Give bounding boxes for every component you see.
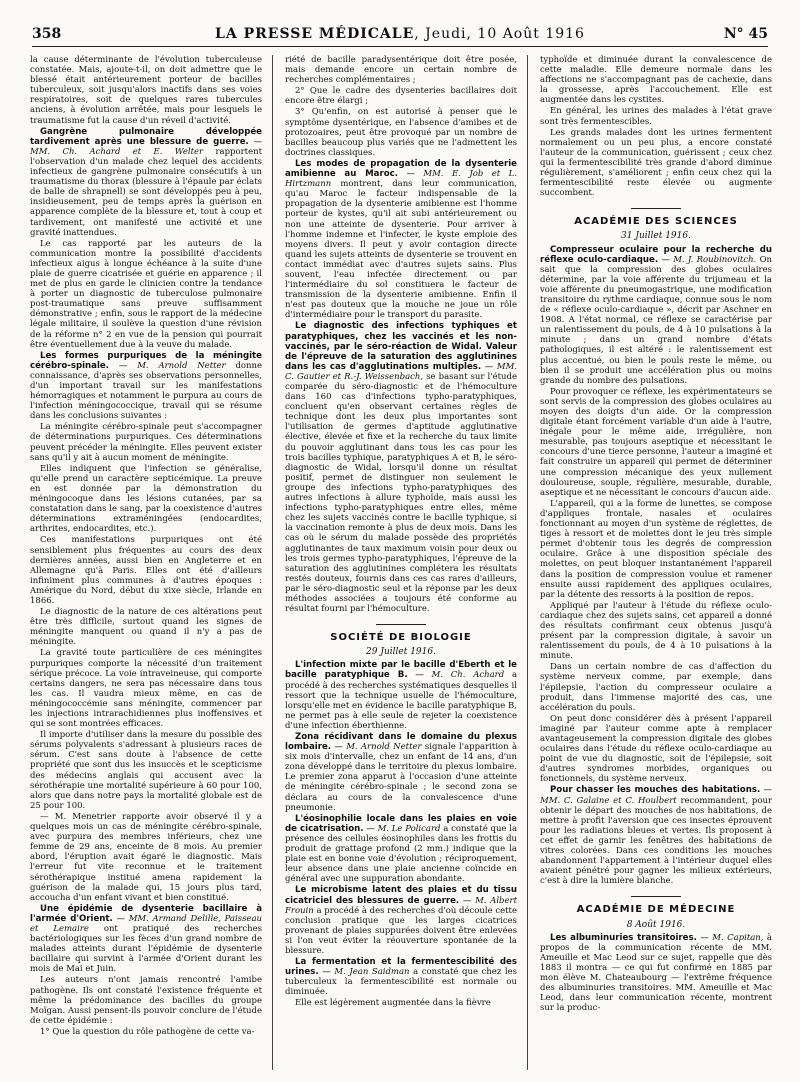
article-text: signale l'apparition à six mois d'intervalle, chez un enfant de 14 ans, d'un zona développé dans le territoire du plexus lombaire. Le premier zona apparut à l'occasion d'une atteinte de méningite cérébro-spinale ; le second zona se déclara au cours de la convalescence d'une pneumonie. <box>285 742 517 813</box>
journal-name: LA PRESSE MÉDICALE <box>215 26 415 42</box>
article-eosinophilie <box>285 814 517 885</box>
article-typhique <box>285 321 517 614</box>
section-academie-des-sciences <box>540 208 772 241</box>
article-title: Les formes purpuriques de la méningite cérébro-spinale. <box>30 350 262 371</box>
paragraph: Il importe d'utiliser dans la mesure du possible des sérums polyvalents s'adressant à plusieurs races de sérum. C'est sans doute à l'absence de cette propriété que sont dus les insuccès et le scepticisme des médecins anglais qui accusent avec la sérothérapie une mortalité supérieure à 60 pour 100, alors que dans notre pays la mortalité globale est de 25 pour 100. <box>30 730 262 811</box>
article-authors: — M. Arnold Netter <box>118 360 226 371</box>
article-gangrene <box>30 127 262 238</box>
paragraph: la cause déterminante de l'évolution tuberculeuse constatée. Mais, ajoute-t-il, on doit admettre que le blessé était antérieurement porteur de bacilles tuberculeux, soit jusqu'alors inactifs dans ses voies respiratoires, soit de quelques rares tubercules anciens, à évolution arrêtée, mais pour lesquels le traumatisme fut la cause d'un réveil d'activité. <box>30 55 262 126</box>
paragraph: Elles indiquent que l'infection se généralise, qu'elle prend un caractère septicémique. La preuve en est donnée par la démonstration du méningocoque dans les lésions cutanées, par sa constatation dans le sang, par la coexistence d'autres déterminations extraméningées (endocardites, arthrites, endocardites, etc.). <box>30 463 262 535</box>
section-date: 8 Août 1916. <box>626 919 686 930</box>
paragraph: Ces manifestations purpuriques ont été sensiblement plus fréquentes au cours des deux dernières années, aussi bien en Angleterre et en Allemagne qu'à Paris. Elles ont été d'ailleurs infiniment plus communes à d'autres époques : Amérique du Nord, début du xixe siècle, Irlande en 1866. <box>30 535 262 606</box>
section-date: 31 Juillet 1916. <box>621 231 691 242</box>
article-purpura <box>30 351 262 422</box>
article-compresseur <box>540 245 772 386</box>
article-title: Une épidémie de dysenterie bacillaire à l'armée d'Orient. <box>30 903 262 924</box>
paragraph: Le cas rapporté par les auteurs de la communication montre la possibilité d'accidents infectieux aigus à longue échéance à la suite d'une plaie de guerre cicatrisée et guérie en apparence ; il met de plus en garde le clinicien contre la tendance à porter un diagnostic de tuberculose pulmonaire post-traumatique sans preuve suffisamment démonstrative ; enfin, sous le rapport de la médecine légale militaire, il soulève la question d'une révision de la réforme n° 2 en vue de la pension qui pourrait être éventuellement due à la veuve du malade. <box>30 238 262 350</box>
article-authors: — M. Ch. Achard <box>415 670 505 681</box>
paragraph: — M. Menetrier rapporte avoir observé il y a quelques mois un cas de méningite cérébro-spinale, avec purpura des membres inférieurs, chez une femme de 29 ans, enceinte de 8 mois. Au premier abord, l'éruption avait égaré le diagnostic. Mais l'erreur fut vite reconnue et le traitement sérothérapique institué amena rapidement la guérison de la malade qui, 15 jours plus tard, accoucha d'un enfant vivant et bien constitué. <box>30 811 262 903</box>
article-text: a constaté que chez les tuberculeux la fermentescibilité est normale ou diminuée. <box>285 967 517 998</box>
article-authors: — M. Le Policard <box>366 823 441 834</box>
article-text: recommandent, pour obtenir le départ des mouches de nos habitations, de mettre à profit l'aversion que ces insectes éprouvent pour les radiations bleues et vertes. Ils proposent à cet effet de garnir les fenêtres des habitations de vitres colorées. Dans ces conditions les mouches abandonnent l'appartement à l'intérieur duquel elles avaient pénétré pour gagner les milieux extérieurs, c'est à dire la lumière blanche. <box>540 795 772 887</box>
article-albuminuries <box>540 933 772 1014</box>
article-title: Zona récidivant dans le domaine du plexus lombaire. <box>285 732 517 753</box>
column-3 <box>540 55 772 1075</box>
paragraph: Les auteurs n'ont jamais rencontré l'amibe pathogène. Ils ont constaté l'existence fréquente et même la prédominance des bacilles du groupe Moïgan. Aussi pensent-ils pouvoir conclure de l'étude de cette épidémie : <box>30 975 262 1026</box>
article-text: se basant sur l'étude comparée du séro-diagnostic et de l'hémoculture dans 160 cas d'infections typho-paratyphiques, concluent qu'en observant certaines règles de technique dont les deux plus importantes sont l'utilisation de germes d'aptitude agglutinative élective, élevée et fixe et la recherche du taux limite du pouvoir agglutinant dans tous les cas pour les trois bacilles typhique, paratyphiques A et B, le séro-diagnostic de Widal, lorsqu'il donne un résultat positif, permet de distinguer non seulement le groupe des infections typho-paratyphiques des autres infections à allure typhoïde, mais aussi les infections typho-paratyphiques entre elles, même chez les sujets vaccinés contre le bacille typhique, si la vaccination remonte à plus de deux mois. Dans les cas où le sérum du malade possède des propriétés agglutinantes de taux maximum voisin pour deux ou les trois germes typho-paratyphiques, l'épreuve de la saturation des agglutinines complétera les résultats restés douteux, fournis dans ces cas rares d'ailleurs, par le séro-diagnostic seul et la réponse par les deux méthodes associées a toujours été conforme au résultat fourni par l'hémoculture. <box>285 371 517 615</box>
article-text: a procédé à des recherches d'où découle cette conclusion pratique que les larges cicatrices provenant de plaies suppurées doivent être enlevées si l'on veut éviter la réouverture spontanée de la blessure. <box>285 905 517 956</box>
issue-number: N° 45 <box>723 26 768 42</box>
article-authors: — M. J. Roubinovitch. <box>661 254 757 265</box>
article-text: a procédé à des recherches systématiques desquelles il ressort que la technique usuelle de l'hémoculture, lorsqu'elle met en évidence le bacille paratyphique B, ne permet pas à elle seule de rejeter la coexistence d'une infection éberthienne. <box>285 670 517 731</box>
section-title: ACADÉMIE DE MÉDECINE <box>576 904 736 916</box>
article-authors: — MM. C. Galaine et C. Houlbert <box>540 785 772 806</box>
paragraph: riété de bacille paradysentérique doit être posée, mais demande encore un certain nombre de recherches complémentaires ; <box>285 55 517 86</box>
column-1 <box>30 55 262 1075</box>
article-text: rapportent l'observation d'un malade chez lequel des accidents infectieux de gangrène pulmonaire consécutifs à un traumatisme du thorax (blessure à l'épaule par éclats de balle de shrapnell) se sont développés peu à peu, insidieusement, peu de temps après la guérison en apparence complète de la blessure et, tout à coup et tardivement, ont manifesté une activité et une gravité inattendues. <box>30 146 262 238</box>
divider <box>376 624 426 625</box>
article-title: Les albuminuries transitoires. <box>550 932 697 943</box>
paragraph: On peut donc considérer dès à présent l'appareil imaginé par l'auteur comme apte à remplacer avantageusement la compression digitale des globes oculaires dans l'étude du réflexe oculo-cardiaque au point de vue du diagnostic, soit de l'épilepsie, soit d'autres syndromes morbides, organiques ou fonctionnels, du système nerveux. <box>540 713 772 785</box>
article-text: a constaté que la présence des cellules éosinophiles dans les frottis du produit de grattage profond (2 mm.) indique que la plaie est en bonne voie d'évolution ; réciproquement, leur absence dans une plaie ancienne coïncide en général avec une suppuration abondante. <box>285 823 517 885</box>
article-title: Les modes de propagation de la dysenterie amibienne au Maroc. <box>285 158 517 180</box>
article-title: L'éosinophilie locale dans les plaies en voie de cicatrisation. <box>285 813 517 834</box>
paragraph: 3° Qu'enfin, on est autorisé à penser que le symptôme dysentérique, en l'absence d'amibes et de protozoaires, peut être provoqué par un nombre de bacilles beaucoup plus variés que ne l'admettent les doctrines classiques. <box>285 107 517 158</box>
article-authors: — MM. Ch. Achard et E. Welter <box>30 136 262 157</box>
paragraph: 1° Que la question du rôle pathogène de cette va- <box>40 1026 255 1037</box>
column-2 <box>285 55 517 1075</box>
paragraph: L'appareil, qui a la forme de lunettes, se compose d'appliques frontale, nasales et oculaires fonctionnant au moyen d'un système de réglettes, de tiges à ressort et de molettes dont le jeu très simple permet d'obtenir tous les degrés de compression oculaire. Grâce à une disposition spéciale des molettes, on peut bloquer instantanément l'appareil dans la position de compression voulue et ramener ensuite aussi rapidement des appliques oculaires, par la détente des ressorts à la position de repos. <box>540 498 772 600</box>
column-rule <box>272 55 273 1070</box>
paragraph: Appliqué par l'auteur à l'étude du réflexe oculo-cardiaque chez des sujets sains, cet appareil a donné des résultats confirmant ceux obtenus jusqu'à présent par la compression digitale, à savoir un ralentissement du pouls, de 4 à 10 pulsations à la minute. <box>540 600 772 662</box>
paragraph: Les grands malades dont les urines fermentent normalement ou un peu plus, a encore constaté l'auteur de la communication, guérissent ; ceux chez qui la fermentescibilité très grande d'abord diminue régulièrement, s'améliorent ; enfin ceux chez qui la fermentescibilité reste élevée ou augmente succombent. <box>540 127 772 199</box>
issue-date: , Jeudi, 10 Août 1916 <box>414 26 585 42</box>
article-authors: — M. Arnold Netter <box>334 742 422 753</box>
page-header <box>32 24 768 47</box>
paragraph: typhoïde et diminuée durant la convalescence de cette maladie. Elle demeure normale dans les affections ne s'accompagnant pas de cachexie, dans la grossesse, après l'accouchement. Elle est augmentée dans les cystites. <box>540 55 772 106</box>
article-title: Le diagnostic des infections typhiques et paratyphiques, chez les vaccinés et les non-vaccinés, par le séro-réaction de Widal. Valeur de l'épreuve de la saturation des agglutinines dans les cas d'agglutinations multiples. <box>285 321 517 372</box>
article-title: Gangrène pulmonaire développée tardivement après une blessure de guerre. <box>30 126 262 147</box>
article-text: à propos de la communication récente de MM. Ameuille et Mac Leod sur ce sujet, rappelle que dès 1883 il montra — ce qui fut confirmé en 1885 par mon élève M. Chateaubourg — l'extrême fréquence des albuminuries transitoires. MM. Ameuille et Mac Leod, dans leur communication récente, montrent sur la produc- <box>540 932 772 1014</box>
article-text: montrent, dans leur communication, qu'au Maroc le facteur indispensable de la propagation de la dysenterie amibienne est l'homme porteur de kystes, qu'il ait subi antérieurement ou non une atteinte de dysenterie. Pour arriver à l'homme indemne et l'infecter, le kyste emploie des moyens divers. Il peut y avoir contagion directe quand les sujets atteints de dysenterie se trouvent en contact immédiat avec d'autres sujets sains. Plus souvent, l'eau infectée directement ou par l'intermédiaire du sol constituera le facteur de transmission de la dysenterie amibienne. Enfin il n'est pas douteux que la mouche ne joue un rôle d'intermédiaire pour le transport du parasite. <box>285 179 517 321</box>
article-zona <box>285 732 517 813</box>
article-authors: — MM. Armand Delille, Paisseau et Lemaire <box>30 913 262 934</box>
divider <box>631 208 681 209</box>
article-text: donne connaissance, d'après ses observations personnelles, d'un important travail sur les manifestations hémorragiques et notamment le purpura au cours de l'infection méningococcique, travail qui se résume dans les conclusions suivantes : <box>30 360 262 422</box>
article-fermentation <box>285 957 517 997</box>
paragraph: Elle est légèrement augmentée dans la fièvre <box>295 998 491 1009</box>
article-dysenterie <box>30 904 262 975</box>
article-authors: — MM. C. Gautier et R.-J. Weissenbach, <box>285 361 517 382</box>
article-text: On sait que la compression des globes oculaires détermine, par la voie afférente du trijumeau et la voie afférente du pneumogastrique, une modification transitoire du rythme cardiaque, connue sous le nom de « réflexe oculo-cardiaque », décrit par Aschner en 1908. A l'état normal, ce réflexe se caractérise par un ralentissement du pouls, de 4 à 10 pulsations à la minute ; dans un grand nombre d'états pathologiques, il est altéré : le ralentissement est plus accentué, ou bien le pouls reste le même, ou bien il se produit une accélération plus ou moins grande du nombre des pulsations. <box>540 254 772 386</box>
article-authors: — M. Albert Frouin <box>285 895 517 916</box>
column-rule <box>527 55 528 1070</box>
article-mouches <box>540 785 772 886</box>
paragraph: Dans un certain nombre de cas d'affection du système nerveux comme, par exemple, dans l'épilepsie, l'action du compresseur oculaire a produit, dans l'immense majorité des cas, une accélération du pouls. <box>540 662 772 713</box>
article-text: ont pratiqué des recherches bactériologiques sur les fèces d'un grand nombre de malades atteints durant l'épidémie de dysenterie bacillaire qui survint à l'armée d'Orient durant les mois de Mai et Juin. <box>30 923 262 975</box>
article-authors: — M. Capitan, <box>700 932 764 943</box>
article-maroc <box>285 159 517 321</box>
article-title: L'infection mixte par le bacille d'Eberth et le bacille paratyphique B. <box>285 660 517 681</box>
running-title <box>32 26 768 42</box>
section-date: 29 Juillet 1916. <box>366 647 436 658</box>
section-academie-de-medecine <box>540 896 772 929</box>
article-authors: — MM. E. Job et L. Hirtzmann <box>285 169 517 190</box>
paragraph: Le diagnostic de la nature de ces altérations peut être très difficile, surtout quand les signes de méningite manquent ou quand il n'y a pas de méningite. <box>30 607 262 648</box>
paragraph: 2° Que le cadre des dysenteries bacillaires doit encore être élargi ; <box>285 86 517 107</box>
article-authors: — M. Jean Saidman <box>322 967 410 978</box>
section-societe-de-biologie <box>285 624 517 657</box>
paragraph: La méningite cérébro-spinale peut s'accompagner de déterminations purpuriques. Ces déterminations peuvent précéder la méningite. Elles peuvent exister sans qu'il y ait à aucun moment de méningite. <box>30 422 262 463</box>
page-number: 358 <box>32 26 62 42</box>
article-title: Le microbisme latent des plaies et du tissu cicatriciel des blessures de guerre. <box>285 885 517 906</box>
article-microbisme <box>285 885 517 956</box>
section-title: SOCIÉTÉ DE BIOLOGIE <box>330 632 472 644</box>
paragraph: Pour provoquer ce réflexe, les expérimentateurs se sont servis de la compression des globes oculaires au moyen des doigts d'un aide. Or la compression digitale étant forcément variable d'un aide à l'autre, inégale pour le même aide, irrégulière, non mesurable, pas toujours aseptique et nécessitant le concours d'une tierce personne, l'auteur a imaginé et fait construire un appareil qui permet de déterminer une compression mécanique des yeux nullement douloureuse, souple, régulière, mesurable, durable, aseptique et ne nécessitant le concours d'aucun aide. <box>540 386 772 498</box>
article-title: Compresseur oculaire pour la recherche du réflexe oculo-cardiaque. <box>540 244 772 265</box>
article-title: La fermentation et la fermentescibilité des urines. <box>285 957 517 978</box>
article-eberth <box>285 660 517 731</box>
divider <box>631 896 681 897</box>
paragraph: La gravité toute particulière de ces méningites purpuriques comporte la nécessité d'un traitement sérique précoce. La voie intraveineuse, qui comporte certains dangers, ne sera pas nécessaire dans tous les cas. Il vaudra mieux même, en cas de méningococcémie sans méningite, commencer par les injections intrarachidiennes plus inoffensives et qui se sont montrées efficaces. <box>30 648 262 730</box>
paragraph: En général, les urines des malades à l'état grave sont très fermentescibles. <box>540 106 772 127</box>
article-title: Pour chasser les mouches des habitations. <box>550 785 761 796</box>
section-title: ACADÉMIE DES SCIENCES <box>574 216 738 228</box>
